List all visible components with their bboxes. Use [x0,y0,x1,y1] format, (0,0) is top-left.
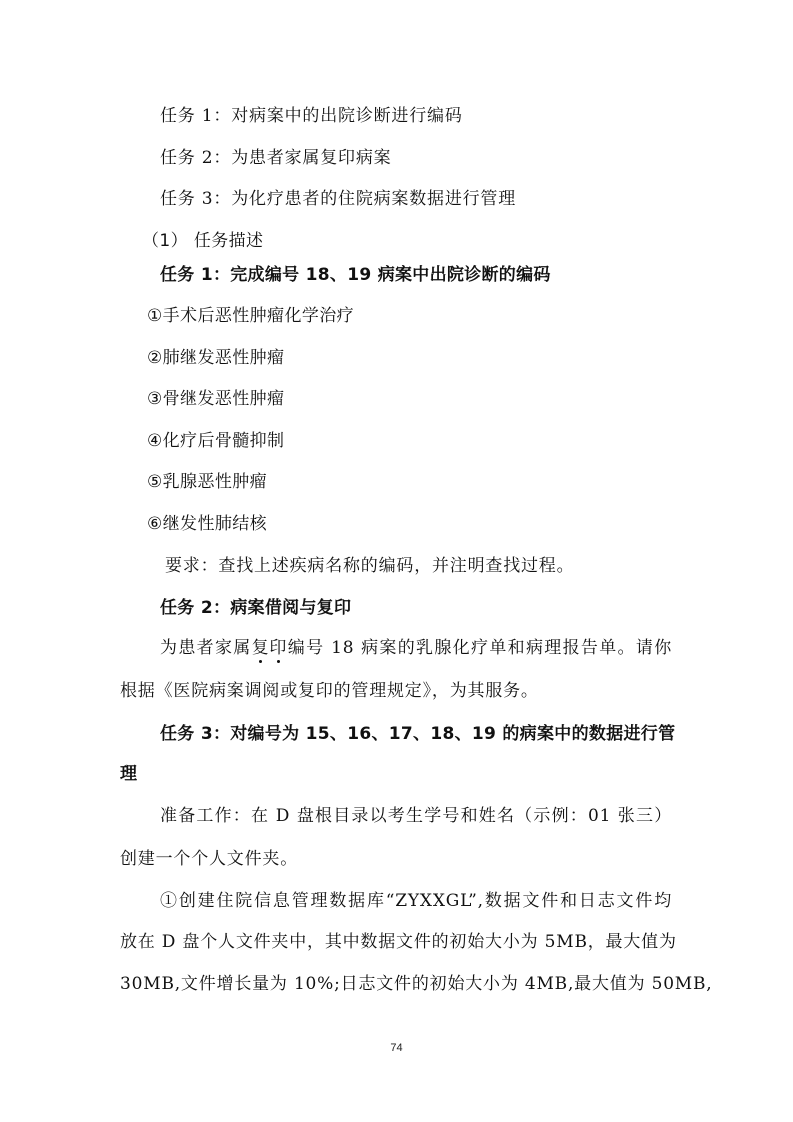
task1-item-5: ⑤乳腺恶性肿瘤 [147,472,268,492]
task3-prep-line1: 准备工作：在 D 盘根目录以考生学号和姓名（示例：01 张三） [160,806,672,826]
task1-item-4: ④化疗后骨髓抑制 [147,431,285,451]
task2-paragraph-line2: 根据《医院病案调阅或复印的管理规定》，为其服务。 [120,681,539,701]
task1-item-6: ⑥继发性肺结核 [147,514,268,534]
task2-emph-char-1: 复 [251,638,270,658]
task-intro-2: 任务 2：为患者家属复印病案 [160,148,392,168]
task1-item-2: ②肺继发恶性肿瘤 [147,348,285,368]
task3-prep-line2: 创建一个个人文件夹。 [120,849,298,869]
task3-title-line2: 理 [120,764,138,784]
section-heading: （1） 任务描述 [142,231,264,251]
task1-title: 任务 1：完成编号 18、19 病案中出院诊断的编码 [160,265,551,285]
task2-emph-char-2: 印 [269,638,288,658]
task3-step1-line2: 放在 D 盘个人文件夹中，其中数据文件的初始大小为 5MB，最大值为 [120,932,677,952]
task3-step1-line1: ①创建住院信息管理数据库“ZYXXGL”,数据文件和日志文件均 [160,891,672,911]
page-number: 74 [390,1042,403,1054]
task-intro-1: 任务 1：对病案中的出院诊断进行编码 [160,106,463,126]
task2-title: 任务 2：病案借阅与复印 [160,598,352,618]
task1-item-3: ③骨继发恶性肿瘤 [147,389,285,409]
task3-title-line1: 任务 3：对编号为 15、16、17、18、19 的病案中的数据进行管 [160,724,676,744]
task1-requirement: 要求：查找上述疾病名称的编码，并注明查找过程。 [165,556,575,576]
task3-step1-line3: 30MB,文件增长量为 10%;日志文件的初始大小为 4MB,最大值为 50MB, [120,974,713,994]
task2-para-post: 编号 18 病案的乳腺化疗单和病理报告单。请你 [287,638,673,658]
task2-para-pre: 为患者家属 [160,638,252,658]
task1-item-1: ①手术后恶性肿瘤化学治疗 [147,306,355,326]
task2-paragraph-line1 [160,640,672,657]
task-intro-3: 任务 3：为化疗患者的住院病案数据进行管理 [160,189,517,209]
